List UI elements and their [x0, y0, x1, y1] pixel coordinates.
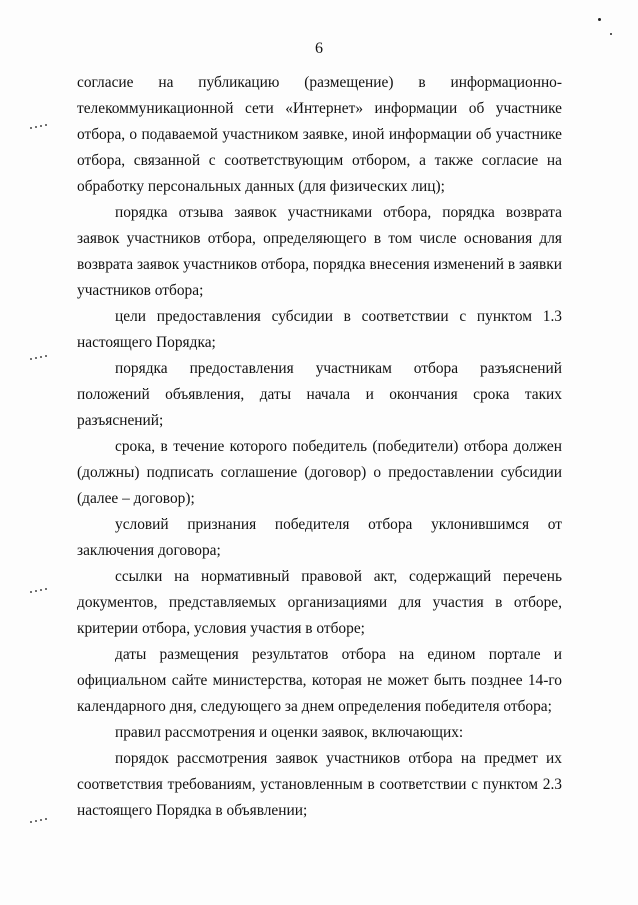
- paragraph-subsidy-goals: цели предоставления субсидии в соответствии с пунктом 1.3 настоящего Порядка;: [77, 308, 562, 351]
- paragraph-consent-first-line: согласие на публикацию (размещение) в информационно-: [77, 74, 562, 91]
- paragraph-signing-deadline: срока, в течение которого победитель (победители) отбора должен (должны) подписать соглашение (договор) о предоставлении субсидии (далее – договор);: [77, 438, 562, 507]
- paragraph-review-procedure: порядок рассмотрения заявок участников отбора на предмет их соответствия требованиям, установленным в соответствии с пунктом 2.3 настоящего Порядка в объявлении;: [77, 750, 562, 819]
- scan-speck: [598, 18, 601, 21]
- paragraph-consent: [77, 70, 562, 200]
- page-number: 6: [315, 40, 323, 57]
- scan-artifact: [30, 124, 52, 130]
- paragraph-results-publication: даты размещения результатов отбора на едином портале и официальном сайте министерства, которая не может быть позднее 14-го календарного дня, следующего за днем определения победителя отбора;: [77, 646, 562, 715]
- scan-artifact: [30, 355, 52, 361]
- paragraph-withdrawal: порядка отзыва заявок участниками отбора, порядка возврата заявок участников отбора, определяющего в том числе основания для возврата заявок участников отбора, порядка внесения изменений в заявки участников отбора;: [77, 204, 562, 299]
- scan-speck: [610, 33, 612, 35]
- paragraph-evasion-conditions: условий признания победителя отбора уклонившимся от заключения договора;: [77, 516, 562, 559]
- scan-artifact: [30, 818, 52, 824]
- paragraph-consent-rest: телекоммуникационной сети «Интернет» информации об участнике отбора, о подаваемой участником заявке, иной информации об участнике отбора, связанной с соответствующим отбором, а также согласие на обработку персональных данных (для физических лиц);: [77, 100, 562, 195]
- scan-artifact: [30, 588, 52, 594]
- paragraph-legal-act-reference: ссылки на нормативный правовой акт, содержащий перечень документов, представляемых организациями для участия в отборе, критерии отбора, условия участия в отборе;: [77, 568, 562, 637]
- paragraph-review-rules: правил рассмотрения и оценки заявок, включающих:: [115, 724, 464, 741]
- document-body: [77, 70, 562, 824]
- paragraph-clarifications: порядка предоставления участникам отбора разъяснений положений объявления, даты начала и окончания срока таких разъяснений;: [77, 360, 562, 429]
